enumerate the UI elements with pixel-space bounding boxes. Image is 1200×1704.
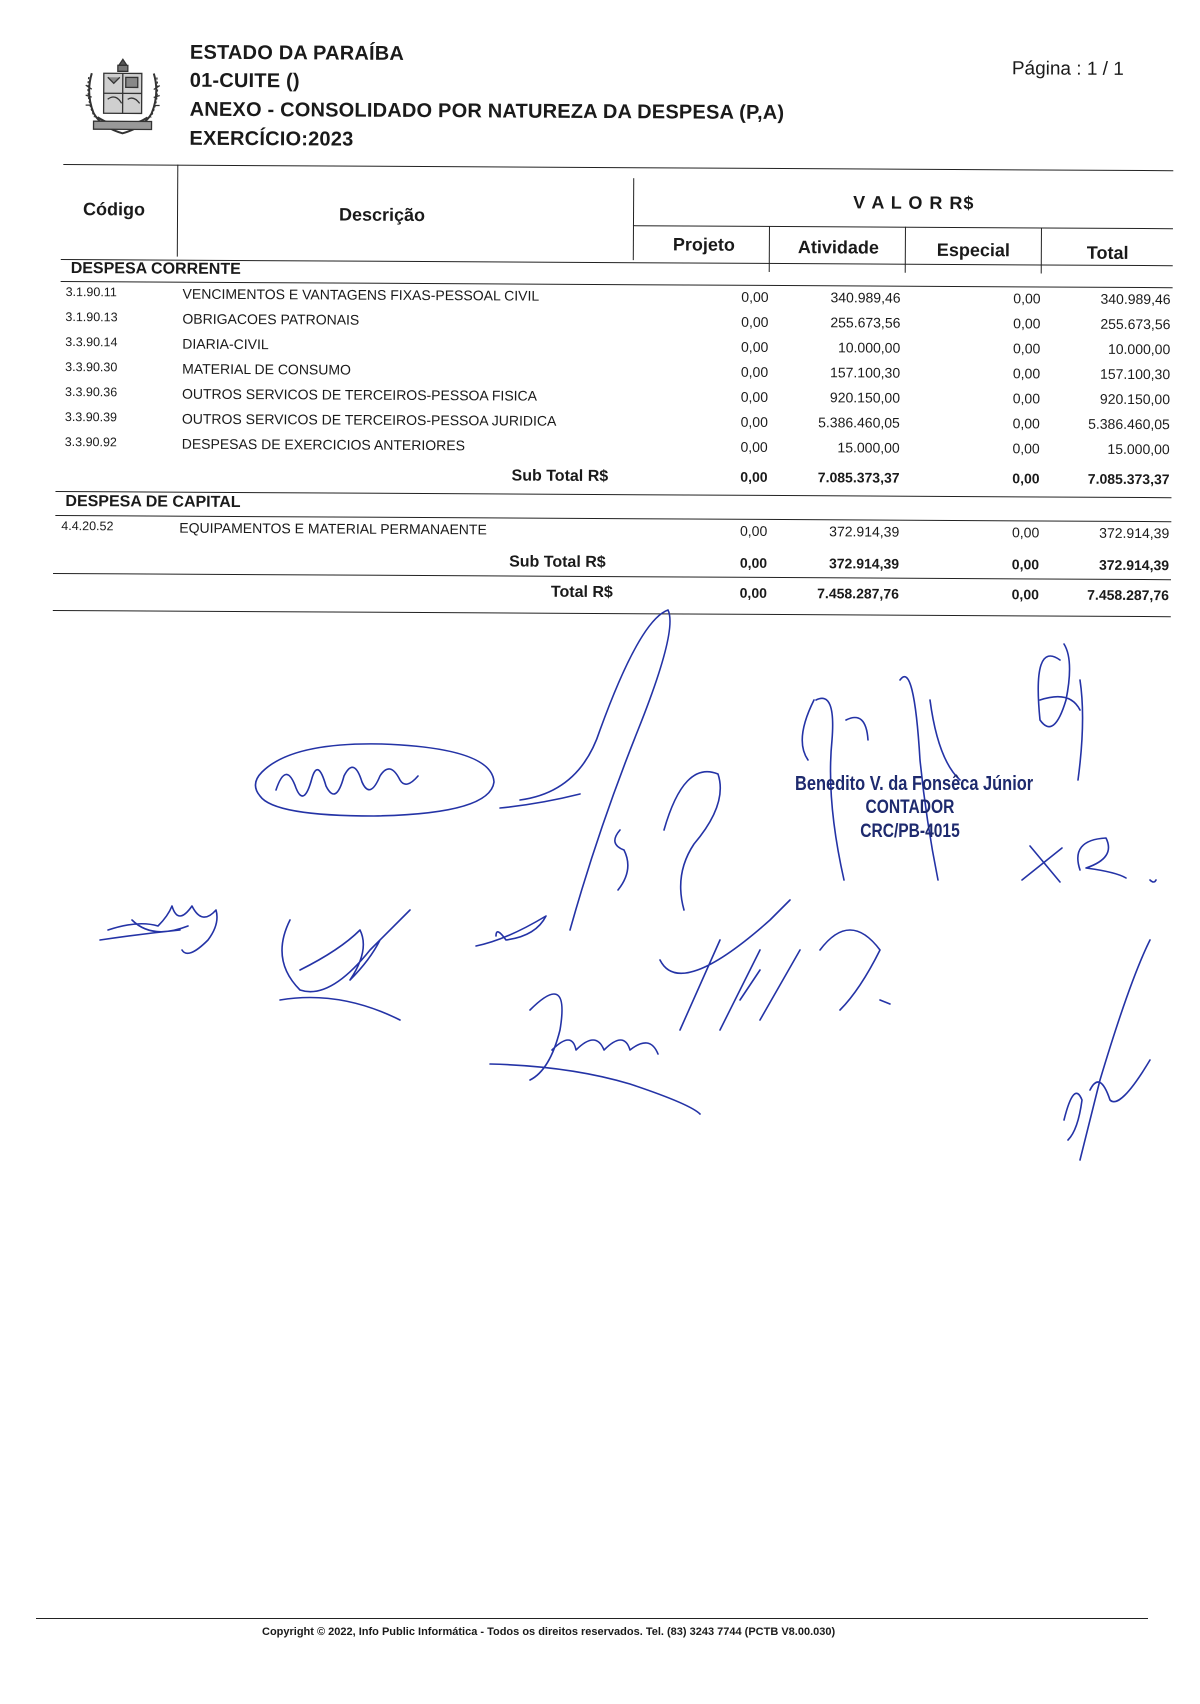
row-description: OUTROS SERVICOS DE TERCEIROS-PESSOA JURIDICA [181,410,557,429]
row-atividade: 10.000,00 [837,339,901,356]
subtotal-projeto: 0,00 [740,468,768,485]
row-total: 157.100,30 [1100,365,1171,383]
grand-total-total: 7.458.287,76 [1087,586,1169,604]
row-atividade: 340.989,46 [830,289,901,306]
row-description: DESPESAS DE EXERCICIOS ANTERIORES [181,435,465,454]
header-exercise: EXERCÍCIO:2023 [189,127,354,151]
divider-codigo [177,165,179,257]
row-atividade: 372.914,39 [829,523,900,540]
grand-total-projeto: 0,00 [739,584,767,601]
subtotal-projeto: 0,00 [739,554,768,571]
column-header-valor: V A L O R R$ [853,192,975,214]
grand-total-atividade: 7.458.287,76 [817,585,899,602]
row-code: 3.1.90.13 [65,310,118,325]
row-description: OBRIGACOES PATRONAIS [182,310,360,328]
header-entity: 01-CUITE () [189,69,300,93]
row-projeto: 0,00 [741,288,769,305]
page-number: Página : 1 / 1 [1011,58,1124,80]
header-state: ESTADO DA PARAÍBA [189,41,405,65]
report-title: ANEXO - CONSOLIDADO POR NATUREZA DA DESPESA (P,A) [189,98,785,125]
grand-total-especial: 0,00 [1011,586,1039,603]
row-atividade: 157.100,30 [830,364,901,381]
stamp-name: Benedito V. da Fonsêca Júnior [795,773,1034,795]
row-atividade: 920.150,00 [829,389,901,406]
grand-total-label: Total R$ [550,583,613,602]
column-header-total: Total [1086,242,1129,263]
row-description: OUTROS SERVICOS DE TERCEIROS-PESSOA FISICA [181,385,538,404]
row-total: 372.914,39 [1099,524,1170,542]
section-title-despesa-corrente: DESPESA CORRENTE [70,260,241,278]
subtotal-label: Sub Total R$ [509,553,606,572]
subtotal-label: Sub Total R$ [511,467,609,486]
state-coat-of-arms-icon [83,55,161,137]
row-atividade: 5.386.460,05 [818,414,900,431]
row-total: 920.150,00 [1099,390,1171,408]
row-atividade: 255.673,56 [830,314,901,331]
row-especial: 0,00 [1013,315,1041,332]
footer-rule [36,1618,1148,1619]
table-top-rule [63,164,1173,171]
divider-projeto [769,226,770,272]
row-especial: 0,00 [1011,524,1040,541]
subtotal-especial: 0,00 [1011,556,1040,573]
column-header-projeto: Projeto [672,234,735,255]
row-code: 3.3.90.14 [65,335,118,350]
row-description: DIARIA-CIVIL [182,335,269,353]
row-code: 3.1.90.11 [65,285,117,300]
row-projeto: 0,00 [740,438,768,455]
divider-descricao [633,178,634,260]
row-total: 340.989,46 [1100,290,1171,308]
section-title-despesa-capital: DESPESA DE CAPITAL [65,493,241,511]
row-projeto: 0,00 [739,522,768,539]
stamp-role: CONTADOR [865,797,955,818]
row-description: MATERIAL DE CONSUMO [182,360,352,378]
row-especial: 0,00 [1012,440,1040,457]
subtotal-total: 372.914,39 [1098,556,1170,574]
valor-subheader-rule [633,225,1173,229]
grand-total-row [0,581,1199,612]
table-row [0,519,1199,550]
column-header-descricao: Descrição [338,204,426,226]
footer-copyright: Copyright © 2022, Info Public Informática - Todos os direitos reservados. Tel. (83) 3243 7744 (PCTB V8.00.030) [262,1626,836,1638]
row-especial: 0,00 [1012,390,1041,407]
subtotal-especial: 0,00 [1012,470,1040,487]
row-code: 3.3.90.36 [64,385,118,400]
subtotal-atividade: 372.914,39 [828,555,900,572]
row-projeto: 0,00 [741,313,769,330]
stamp-registration: CRC/PB-4015 [860,821,960,842]
row-total: 255.673,56 [1100,315,1171,333]
column-header-codigo: Código [83,199,146,220]
row-code: 3.3.90.30 [65,360,118,375]
row-code: 4.4.20.52 [61,518,114,534]
column-header-atividade: Atividade [797,237,879,258]
contador-stamp [795,772,1033,844]
subtotal-atividade: 7.085.373,37 [817,469,900,486]
row-description: EQUIPAMENTOS E MATERIAL PERMANAENTE [179,519,487,538]
row-projeto: 0,00 [741,338,769,355]
divider-atividade [905,227,906,273]
row-projeto: 0,00 [740,363,769,380]
row-code: 3.3.90.39 [64,410,118,425]
row-especial: 0,00 [1012,365,1041,382]
row-projeto: 0,00 [740,388,769,405]
row-especial: 0,00 [1012,415,1040,432]
row-total: 5.386.460,05 [1088,415,1170,433]
row-especial: 0,00 [1013,340,1041,357]
row-atividade: 15.000,00 [837,439,900,456]
row-description: VENCIMENTOS E VANTAGENS FIXAS-PESSOAL CIVIL [182,285,540,304]
subtotal-total: 7.085.373,37 [1087,470,1170,488]
row-projeto: 0,00 [740,413,768,430]
row-especial: 0,00 [1013,290,1041,307]
table-bottom-rule [53,610,1171,617]
column-header-especial: Especial [936,239,1010,261]
row-total: 10.000,00 [1107,340,1171,358]
row-total: 15.000,00 [1107,440,1170,458]
row-code: 3.3.90.92 [64,435,117,450]
divider-especial [1041,227,1042,273]
